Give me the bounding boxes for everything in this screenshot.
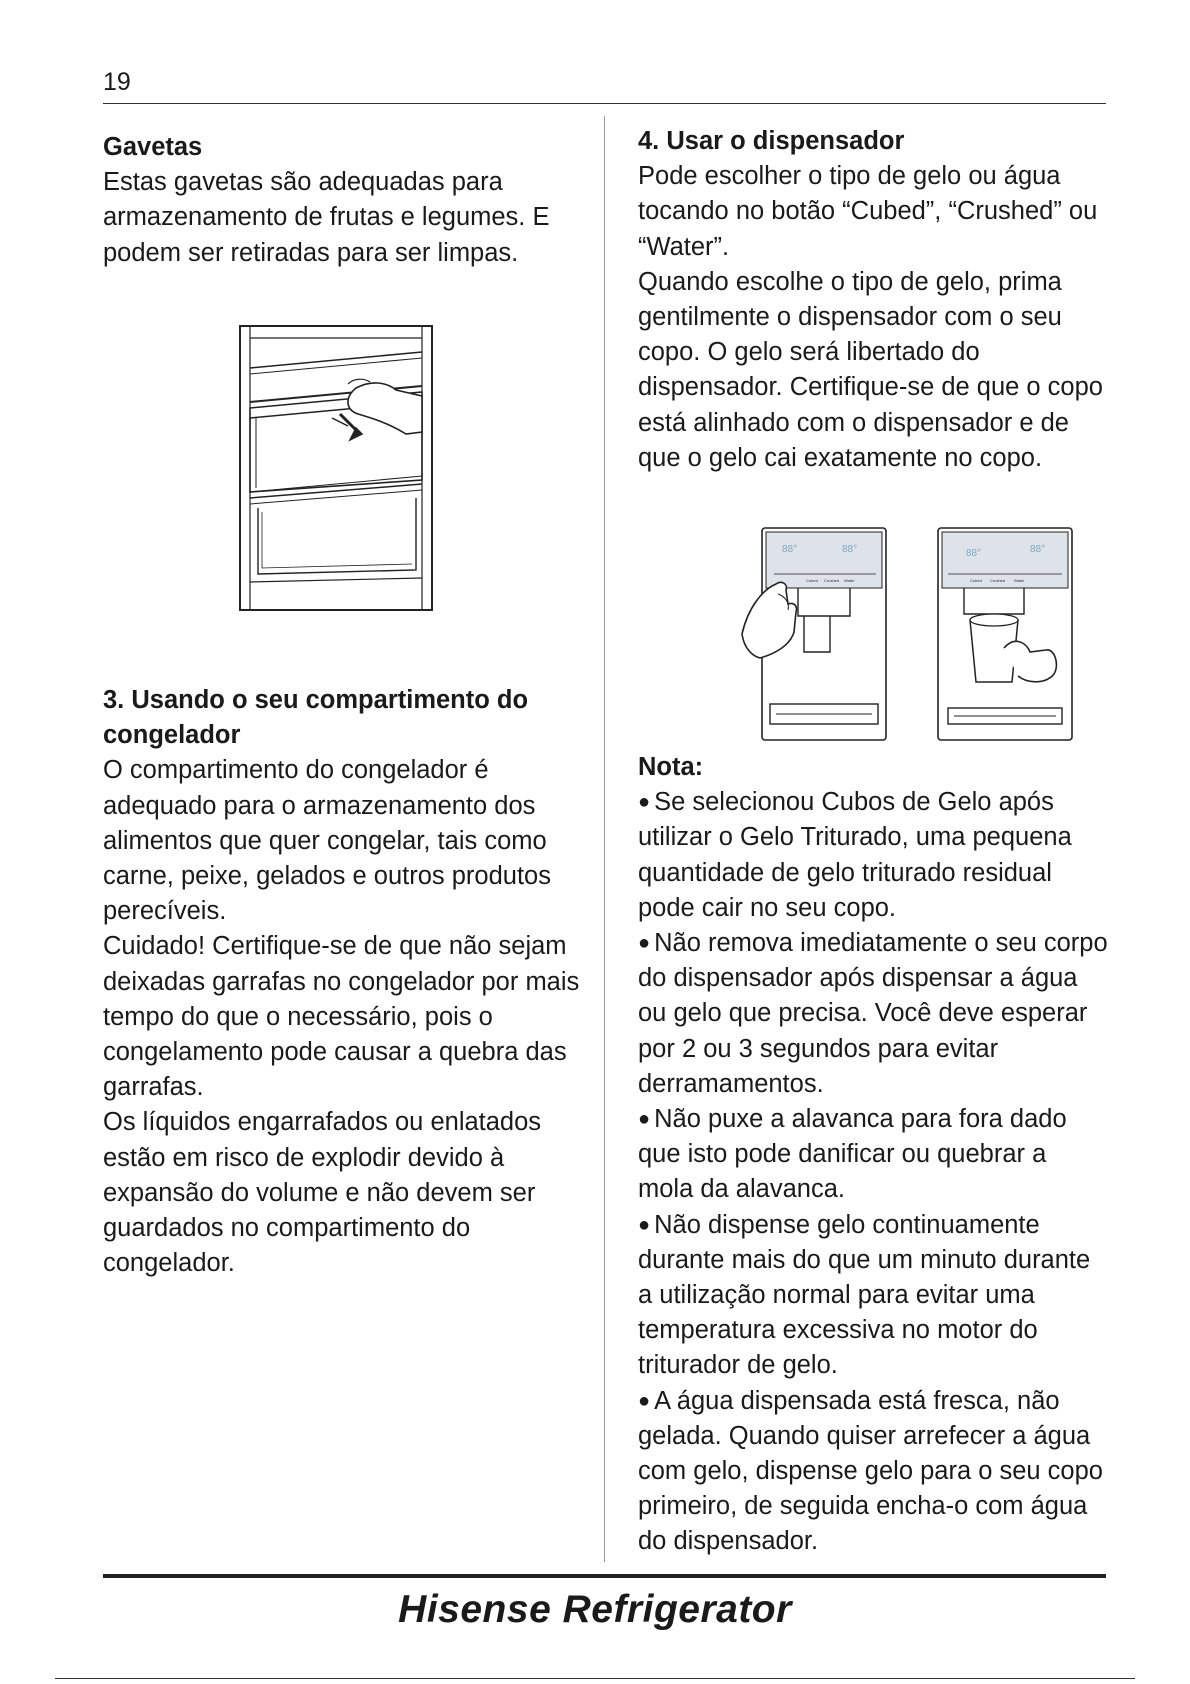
note-text: Se selecionou Cubos de Gelo após utilizar o Gelo Triturado, uma pequena quantidade de gelo triturado residual pode cair no seu copo. — [638, 788, 1072, 922]
dispenser-button-illustration — [738, 524, 890, 746]
bullet-icon: ● — [638, 1213, 651, 1236]
panel-button-label: Cubed — [970, 578, 982, 583]
dispenser-paragraph: Quando escolhe o tipo de gelo, prima gentilmente o dispensador com o seu copo. O gelo será libertado do dispensador. Certifique-se de que o copo está alinhado com o dispensador e de que o gelo cai exatamente no copo. — [638, 267, 1103, 472]
dispenser-glass-illustration — [934, 524, 1076, 746]
page-bottom-rule — [55, 1678, 1135, 1679]
note-item — [638, 1208, 1108, 1384]
note-text: Não dispense gelo continuamente durante mais do que um minuto durante a utilização normal para evitar uma temperatura excessiva no motor do triturador de gelo. — [638, 1210, 1091, 1380]
note-text: Não puxe a alavanca para fora dado que isto pode danificar ou quebrar a mola da alavanca. — [638, 1105, 1067, 1204]
note-item — [638, 785, 1108, 926]
footer-rule — [103, 1574, 1106, 1578]
freezer-paragraph: Cuidado! Certifique-se de que não sejam deixadas garrafas no congelador por mais tempo do que o necessário, pois o congelamento pode causar a quebra das garrafas. — [103, 932, 580, 1102]
panel-display: 88° — [782, 544, 798, 555]
page-number: 19 — [103, 68, 131, 96]
panel-button-label: Water — [844, 578, 855, 583]
panel-button-label: Crushed — [824, 578, 840, 583]
note-item — [638, 1384, 1108, 1560]
note-item — [638, 1102, 1108, 1208]
panel-button-label: Cubed — [806, 578, 818, 583]
panel-display: 88° — [1030, 544, 1046, 555]
panel-display: 88° — [966, 548, 982, 559]
bullet-icon: ● — [638, 1389, 651, 1412]
freezer-paragraph: Os líquidos engarrafados ou enlatados estão em risco de explodir devido à expansão do volume e não devem ser guardados no compartimento do congelador. — [103, 1108, 542, 1278]
bullet-icon: ● — [638, 791, 651, 814]
note-item — [638, 926, 1108, 1102]
freezer-title: 3. Usando o seu compartimento do congelador — [103, 686, 529, 750]
note-title: Nota: — [638, 753, 704, 781]
dispenser-paragraph: Pode escolher o tipo de gelo ou água tocando no botão “Cubed”, “Crushed” ou “Water”. — [638, 162, 1098, 261]
brand-footer: Hisense Refrigerator — [398, 1588, 792, 1631]
dispenser-section — [638, 124, 1108, 476]
bullet-icon: ● — [638, 932, 651, 955]
note-section — [638, 750, 1108, 1560]
header-rule — [103, 103, 1106, 104]
panel-button-label: Water — [1014, 578, 1025, 583]
column-divider — [604, 116, 605, 1562]
drawers-title: Gavetas — [103, 133, 203, 161]
drawer-illustration — [236, 322, 436, 616]
bullet-icon: ● — [638, 1108, 651, 1131]
panel-display: 88° — [842, 544, 858, 555]
note-text: A água dispensada está fresca, não gelada. Quando quiser arrefecer a água com gelo, dispense gelo para o seu copo primeiro, de seguida encha-o com água do dispensador. — [638, 1386, 1103, 1556]
panel-button-label: Crushed — [990, 578, 1006, 583]
freezer-section — [103, 683, 583, 1281]
drawers-body: Estas gavetas são adequadas para armazenamento de frutas e legumes. E podem ser retiradas para ser limpas. — [103, 168, 550, 267]
freezer-paragraph: O compartimento do congelador é adequado para o armazenamento dos alimentos que quer congelar, tais como carne, peixe, gelados e outros produtos perecíveis. — [103, 756, 551, 926]
dispenser-title: 4. Usar o dispensador — [638, 127, 905, 155]
drawers-section — [103, 130, 583, 271]
note-text: Não remova imediatamente o seu corpo do dispensador após dispensar a água ou gelo que precisa. Você deve esperar por 2 ou 3 segundos para evitar derramamentos. — [638, 929, 1108, 1098]
